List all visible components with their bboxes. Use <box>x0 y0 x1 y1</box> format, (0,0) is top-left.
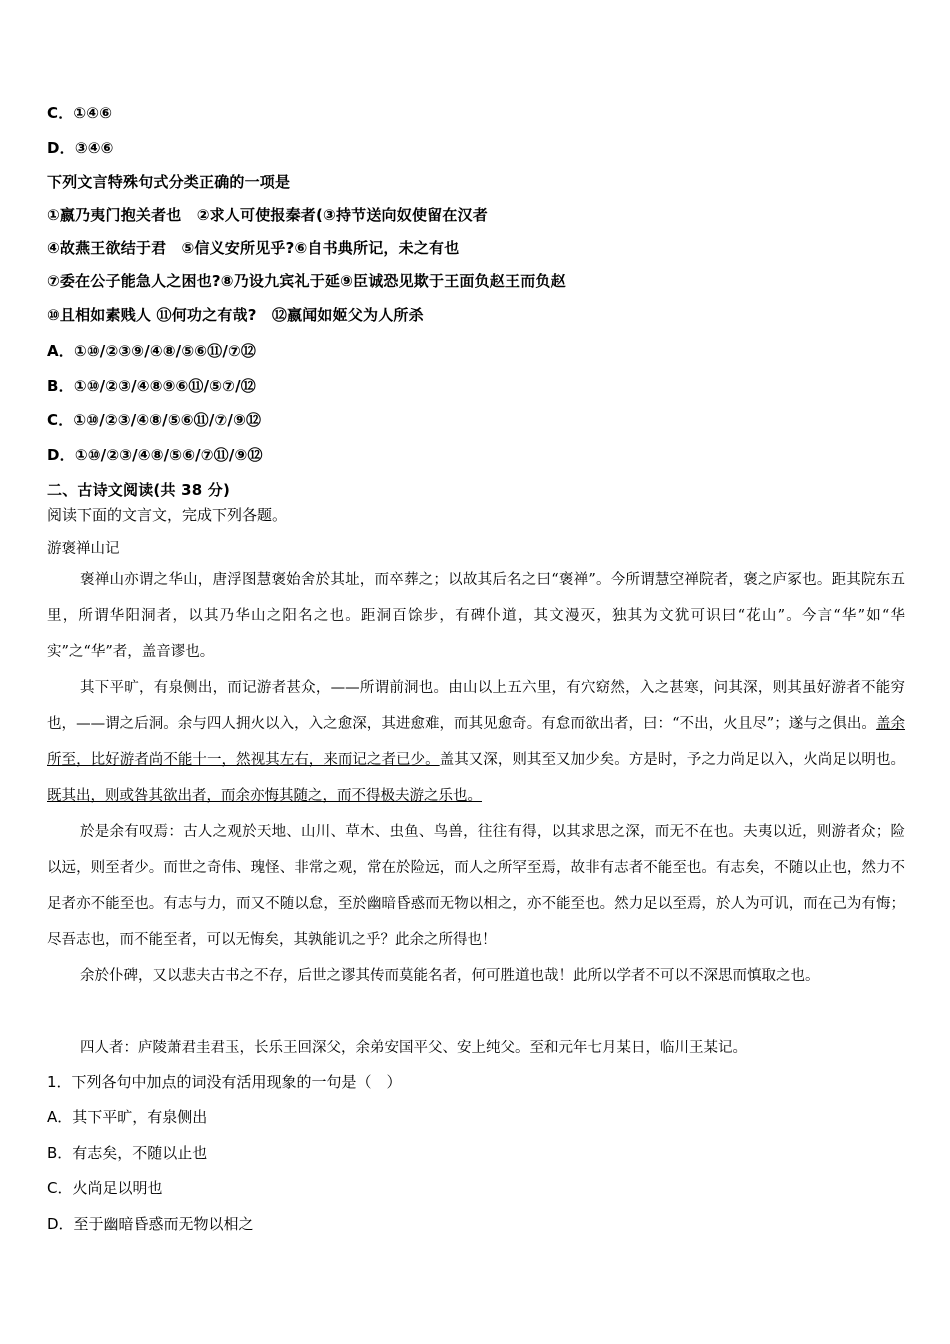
question-1-option-b: B．有志矣，不随以止也 <box>47 1144 208 1162</box>
passage-paragraph-5: 四人者：庐陵萧君圭君玉，长乐王回深父，余弟安国平父、安上纯父。至和元年七月某日，临川王某记。 <box>80 1040 747 1056</box>
question-1-stem: 1．下列各句中加点的词没有活用现象的一句是（ ） <box>47 1073 402 1091</box>
passage-paragraph-2 <box>47 670 905 814</box>
section-heading: 二、古诗文阅读(共 38 分) <box>47 481 231 499</box>
underlined-sentence-2: 既其出，则或咎其欲出者，而余亦悔其随之，而不得极夫游之乐也。 <box>47 788 482 804</box>
sentence-row-2: ④故燕王欲结于君 ⑤信义安所见乎?⑥自书典所记，未之有也 <box>47 239 460 257</box>
question-1-option-d: D．至于幽暗昏惑而无物以相之 <box>47 1215 254 1233</box>
passage-paragraph-1: 褒禅山亦谓之华山，唐浮图慧褒始舍於其址，而卒葬之；以故其后名之曰“褒禅”。今所谓慧空禅院者，褒之庐冢也。距其院东五里，所谓华阳洞者，以其乃华山之阳名之也。距洞百馀步，有碑仆道，其文漫灭，独其为文犹可识曰“花山”。今言“华”如“华实”之“华”者，盖音谬也。 <box>47 572 905 660</box>
question-1-option-c: C．火尚足以明也 <box>47 1179 163 1197</box>
option-b: B．①⑩/②③/④⑧⑨⑥⑪/⑤⑦/⑫ <box>47 377 256 395</box>
passage-paragraph-3: 於是余有叹焉：古人之观於天地、山川、草木、虫鱼、鸟兽，往往有得，以其求思之深，而无不在也。夫夷以近，则游者众；险以远，则至者少。而世之奇伟、瑰怪、非常之观，常在於险远，而人之所罕至焉，故非有志者不能至也。有志矣，不随以止也，然力不足者亦不能至也。有志与力，而又不随以怠，至於幽暗昏惑而无物以相之，亦不能至也。然力足以至焉，於人为可讥，而在己为有悔；尽吾志也，而不能至者，可以无悔矣，其孰能讥之乎？此余之所得也！ <box>47 824 905 948</box>
passage-paragraph-4: 余於仆碑，又以悲夫古书之不存，后世之谬其传而莫能名者，何可胜道也哉！此所以学者不可以不深思而慎取之也。 <box>80 968 820 984</box>
option-c-prev: C．①④⑥ <box>47 104 113 122</box>
sentence-row-4: ⑩且相如素贱人 ⑪何功之有哉? ⑫嬴闻如姬父为人所杀 <box>47 306 424 324</box>
question-prompt: 下列文言特殊句式分类正确的一项是 <box>47 173 291 191</box>
sentence-row-1: ①嬴乃夷门抱关者也 ②求人可使报秦者(③持节送向奴使留在汉者 <box>47 206 488 224</box>
option-d: D．①⑩/②③/④⑧/⑤⑥/⑦⑪/⑨⑫ <box>47 446 263 464</box>
sentence-row-3: ⑦委在公子能急人之困也?⑧乃设九宾礼于延⑨臣诚恐见欺于王面负赵王而负赵 <box>47 272 566 290</box>
option-d-prev: D．③④⑥ <box>47 139 114 157</box>
question-1-option-a: A．其下平旷，有泉侧出 <box>47 1108 208 1126</box>
option-a: A．①⑩/②③⑨/④⑧/⑤⑥⑪/⑦⑫ <box>47 342 257 360</box>
option-c: C．①⑩/②③/④⑧/⑤⑥⑪/⑦/⑨⑫ <box>47 411 262 429</box>
section-instruction: 阅读下面的文言文，完成下列各题。 <box>47 506 288 524</box>
paragraph-2-text-b: 盖其又深，则其至又加少矣。方是时，予之力尚足以入，火尚足以明也。 <box>439 752 906 768</box>
underlined-sentence-1: 盖余所至，比好游者尚不能十一，然视其左右，来而记之者已少。 <box>47 716 906 768</box>
paragraph-2-text-a: 其下平旷，有泉侧出，而记游者甚众，——所谓前洞也。由山以上五六里，有穴窈然，入之甚寒，问其深，则其虽好游者不能穷也，——谓之后洞。余与四人拥火以入，入之愈深，其进愈难，而其见愈奇。有怠而欲出者，曰：“不出，火且尽”；遂与之俱出。 <box>47 680 905 732</box>
passage-title: 游褒禅山记 <box>47 541 120 557</box>
